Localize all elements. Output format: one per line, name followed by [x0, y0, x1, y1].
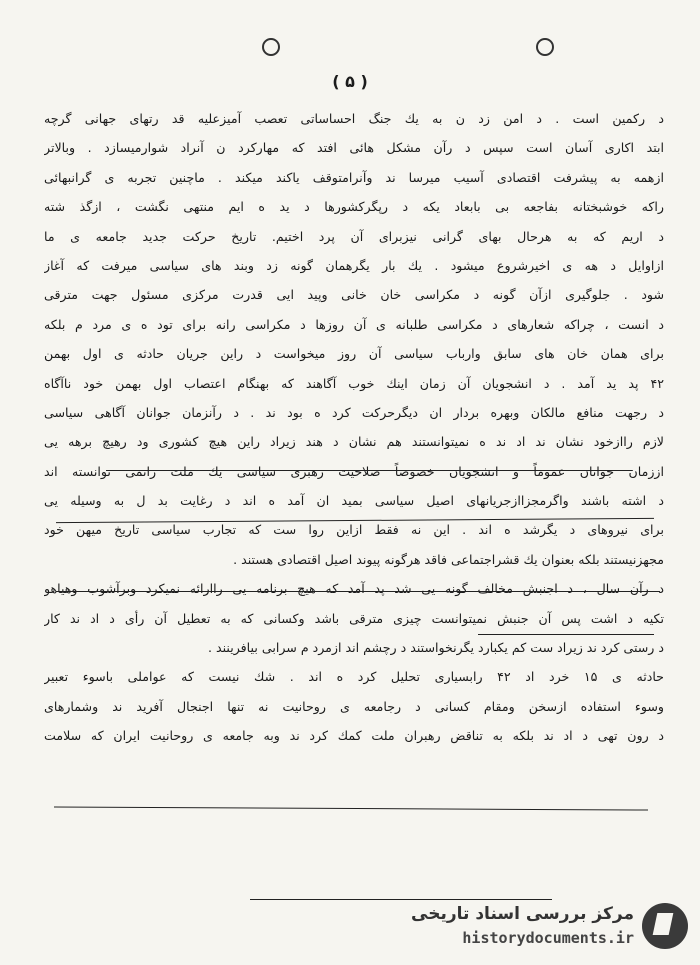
punch-hole-icon	[536, 38, 554, 56]
handwritten-underline	[478, 634, 654, 635]
text-line: د رون تهی د اد ند بلکه به تناقض رهبران ملت کمك کرد ند وبه جامعه ی روحانیت ایران که سلامت	[44, 728, 664, 744]
text-line: د اشته باشند واگرمجزاازجریانهای اصیل سیاسی بمید ان آمد ه اند د رغایت بد ل به وسیله یی	[44, 493, 664, 509]
watermark-title: مرکز بررسی اسناد تاریخی	[411, 904, 634, 924]
text-line: د رآن سال ، د اجنبش مخالف گونه یی شد پد آمد که هیچ برنامه یی راارائه نمیکرد وبرآشوب وهیاهو	[44, 581, 664, 597]
text-line: مجهزنیستند بلکه بعنوان یك قشراجتماعی فاقد هرگونه پیوند اصیل اقتصادی هستند .	[233, 551, 664, 567]
text-line: تکیه د اشت پس آن جنبش نمیتوانست چیزی مترقی باشد وکسانی که به تعطیل آن رأی د اد ند کار	[44, 610, 664, 626]
text-line: د اریم که به هرحال بهای گرانی نیزبرای آن پرد اختیم. تاریخ حرکت جدید جامعه ی ما	[44, 228, 664, 244]
punch-hole-icon	[262, 38, 280, 56]
text-line: د رستی کرد ند زیراد ست کم یکبارد یگرنخواستند د رچشم اند ازمرد م سرابی بیافرینند .	[207, 640, 664, 656]
document-body	[44, 104, 664, 751]
text-line: لازم راازخود نشان ند اد ند ه نمیتوانستند هم نشان د هند زیراد راین هیچ کشوری ود رهیچ برهه یی	[44, 434, 664, 450]
text-line: برای همان خان های سابق وارباب سیاسی آن روز میخواست د راین جریان حادثه ی اول بهمن	[44, 346, 664, 362]
text-line: شود . جلوگیری ازآن گونه د مکراسی خان خانی وپید ایی قدرت مرکزی مسئول جهت مترقی	[44, 287, 664, 303]
text-line: برای نیروهای د یگرشد ه اند . این نه فقط ازاین روا ست که تجارب سیاسی تاریخ میهن خود	[44, 522, 664, 538]
text-line: د رکمین است . د امن زد ن به یك جنگ احساساتی تعصب آمیزعلیه قد رتهای جهانی گرچه	[44, 111, 664, 126]
handwritten-underline	[56, 591, 660, 592]
watermark-url: historydocuments.ir	[462, 929, 634, 947]
text-line: وسوء استفاده ازسخن ومقام کسانی د رجامعه ی روحانیت نه تنها اجنجال آفرید ند وشمارهای	[44, 698, 664, 714]
text-line: ازهمه به پیشرفت اقتصادی آسیب میرسا ند وآنرامتوقف یاکند میکند . ماچنین تجربه ی گرانبهائی	[44, 169, 664, 185]
page-number: ( ۵ )	[332, 72, 368, 91]
archive-logo-icon	[642, 903, 688, 949]
watermark	[388, 903, 688, 955]
text-line: ۴۲ پد ید آمد . د انشجویان آن زمان اینك خوب آگاهند که بهنگام اعتصاب اول بهمن خود ناآگاه	[44, 375, 664, 391]
text-line: راکه خوشبختانه بفاجعه بی بابعاد یکه د رپگرکشورها د ید ه ایم منتهی نگشت ، ازگذ شته	[44, 199, 664, 215]
text-line: ازاوایل د هه ی اخیرشروع میشود . یك بار یگرهمان گونه زد وبند های سیاسی میرفت که آغاز	[44, 257, 664, 273]
handwritten-underline	[54, 806, 648, 810]
text-line: اززمان جوانان عموماً و انشجویان خصوصاً صلاحیت رهبری سیاسی یك ملت رانمی توانسته اند	[44, 463, 664, 479]
text-line: د انست ، چراکه شعارهای د مکراسی طلبانه ی آن روزها د مکراسی رانه برای تود ه ی مرد م بلکه	[44, 316, 664, 332]
handwritten-underline	[250, 899, 552, 900]
handwritten-underline	[106, 470, 632, 471]
text-line: د رجهت منافع مالکان وبهره بردار ان دیگرحرکت کرد ه بود ند . د رآنزمان جوانان آگاهی سیاسی	[44, 404, 664, 420]
text-line: حادثه ی ۱۵ خرد اد ۴۲ رابسیاری تحلیل کرد ه اند . شك نیست که عواملی باسوء تعبیر	[44, 669, 664, 685]
text-line: ابتد اکاری آسان است سپس د رآن مشکل هائی افتد که مهارکرد ن آنراد شوارمیسازد . وبالاتر	[44, 140, 664, 156]
